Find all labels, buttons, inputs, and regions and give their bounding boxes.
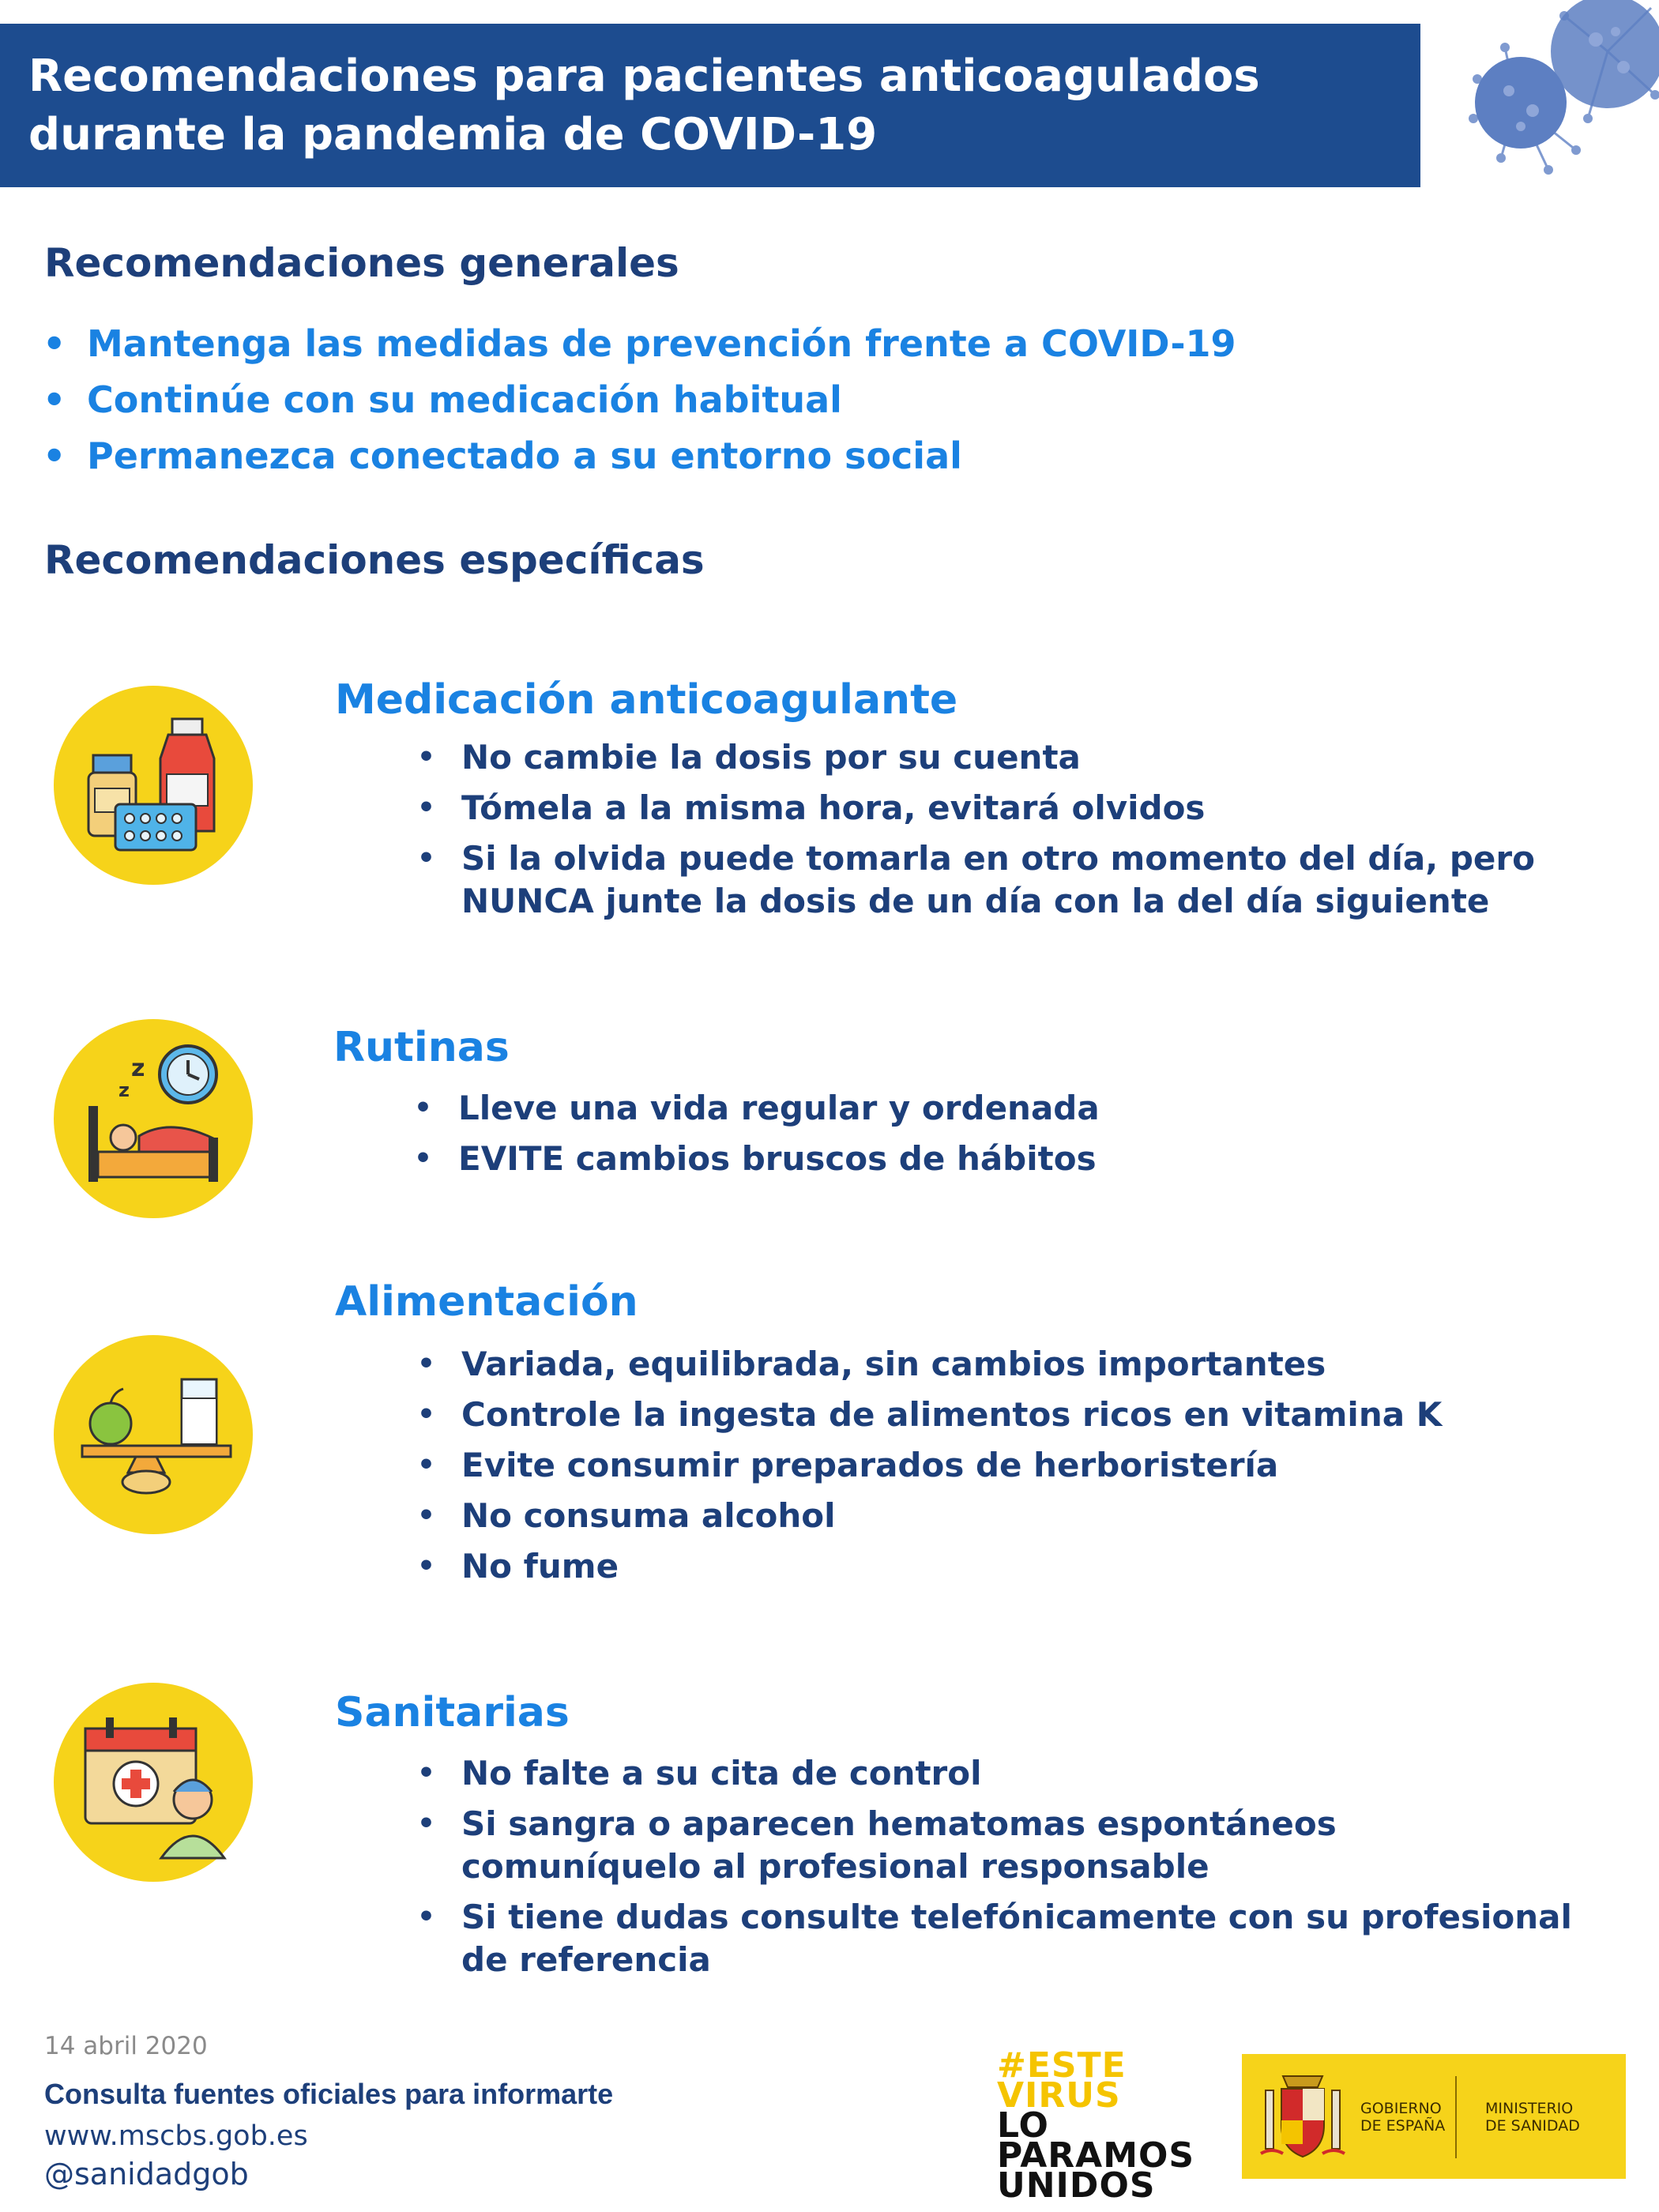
campaign-line: LO [997,2105,1049,2146]
list-item: • No fume [414,1545,1583,1588]
category-title-routines: Rutinas [333,1024,510,1071]
list-item: • No consuma alcohol [414,1495,1583,1537]
svg-text:z: z [131,1055,145,1082]
list-item: • No falte a su cita de control [414,1752,1583,1795]
category-list-medication [414,736,1583,931]
medical-appointment-icon [54,1683,253,1882]
footer-date: 14 abril 2020 [44,2032,208,2060]
page-title-line1: Recomendaciones para pacientes anticoagulados [28,51,1260,102]
coat-of-arms-icon [1259,2068,1346,2165]
government-line: GOBIERNO [1360,2100,1442,2117]
list-item: • No cambie la dosis por su cuenta [414,736,1583,779]
specific-heading: Recomendaciones específicas [44,537,705,583]
food-balance-icon [54,1335,253,1534]
page-title-line2: durante la pandemia de COVID-19 [28,109,878,160]
list-item: • Si la olvida puede tomarla en otro momento del día, pero NUNCA junte la dosis de un día con la del día siguiente [414,837,1567,923]
list-item: • EVITE cambios bruscos de hábitos [411,1138,1580,1180]
campaign-logo [997,2045,1226,2206]
general-item: • Mantenga las medidas de prevención frente a COVID-19 [41,316,1236,372]
svg-text:z: z [118,1079,130,1101]
government-logo [1242,2054,1626,2179]
government-line: DE ESPAÑA [1360,2117,1446,2135]
medication-icon [54,686,253,885]
general-heading: Recomendaciones generales [44,240,679,286]
list-item: • Controle la ingesta de alimentos ricos en vitamina K [414,1394,1583,1436]
general-list [41,316,1236,484]
campaign-line: UNIDOS [997,2165,1156,2206]
list-item: • Lleve una vida regular y ordenada [411,1087,1580,1130]
category-title-health: Sanitarias [335,1689,570,1736]
general-item: • Permanezca conectado a su entorno social [41,428,1236,484]
ministry-text [1485,2100,1580,2135]
campaign-line: PARAMOS [997,2135,1195,2176]
header-banner [0,24,1420,187]
campaign-line: #ESTE [997,2045,1127,2086]
ministry-line: MINISTERIO [1485,2100,1574,2117]
footer-consult-text: Consulta fuentes oficiales para informarte [44,2078,614,2110]
footer-website-link[interactable]: www.mscbs.gob.es [44,2120,308,2152]
list-item: • Si tiene dudas consulte telefónicamente con su profesional de referencia [414,1896,1583,1981]
category-list-food [414,1343,1583,1596]
list-item: • Si sangra o aparecen hematomas espontáneos comuníquelo al profesional responsable [414,1803,1583,1888]
campaign-line: VIRUS [997,2075,1121,2116]
government-text [1360,2100,1445,2135]
list-item: • Tómela a la misma hora, evitará olvidos [414,787,1583,830]
category-title-medication: Medicación anticoagulante [335,676,958,724]
category-title-food: Alimentación [335,1278,638,1326]
general-item: • Continúe con su medicación habitual [41,372,1236,428]
footer-social-handle[interactable]: @sanidadgob [44,2157,249,2191]
list-item: • Variada, equilibrada, sin cambios importantes [414,1343,1583,1386]
ministry-line: DE SANIDAD [1485,2117,1580,2135]
category-list-health [414,1752,1583,1989]
category-list-routines [411,1087,1580,1188]
virus-icon [1446,0,1659,198]
list-item: • Evite consumir preparados de herboristería [414,1444,1583,1487]
logo-divider [1455,2076,1457,2158]
sleep-clock-icon [54,1019,253,1218]
